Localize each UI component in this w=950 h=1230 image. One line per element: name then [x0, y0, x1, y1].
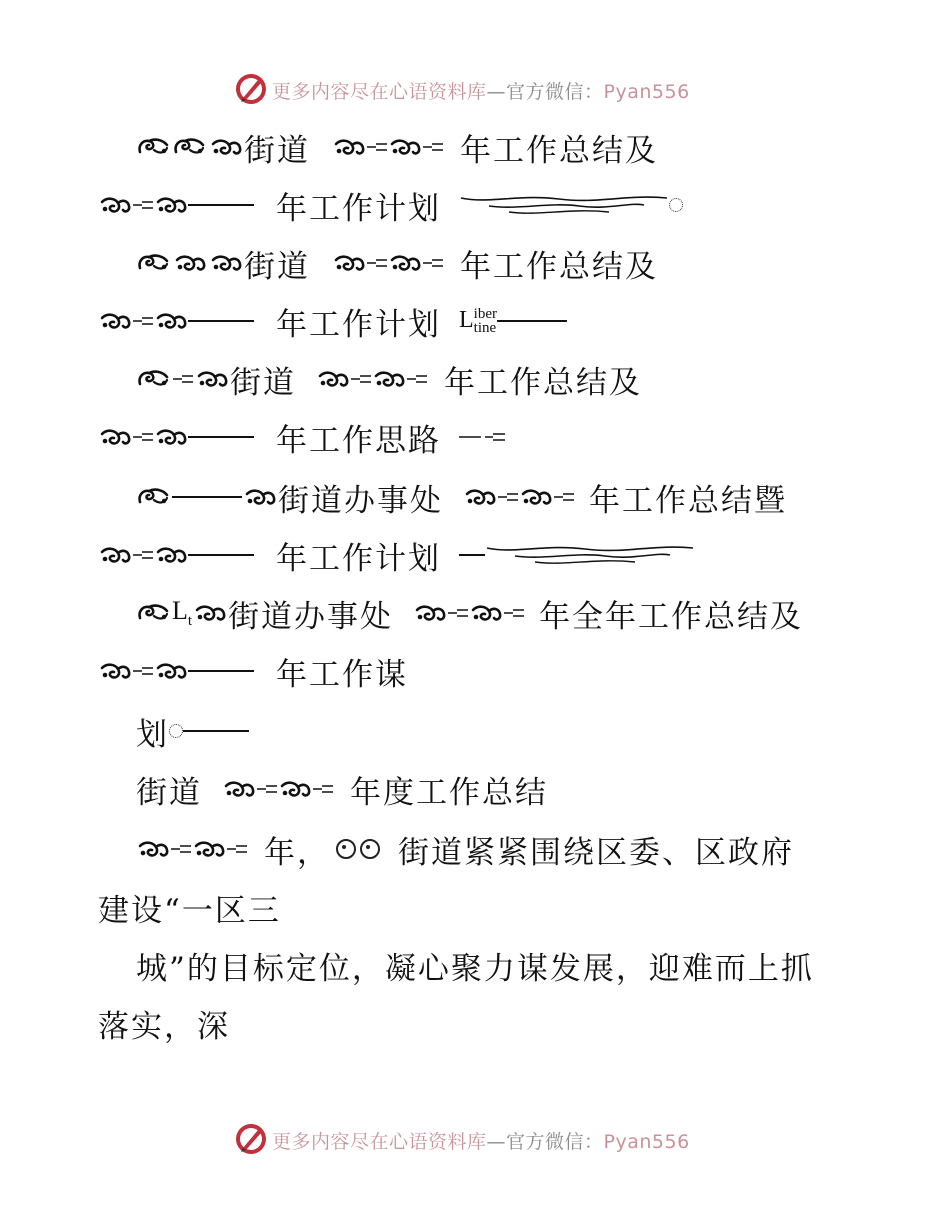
banner-text — [272, 77, 690, 104]
rule-line — [497, 320, 567, 322]
title-text: 年工作计划 — [276, 540, 441, 577]
ornament-icon — [136, 602, 172, 624]
title-line-6 — [98, 417, 505, 457]
banner-wechat-handle: Pyan556 — [603, 1131, 690, 1153]
equals-mark-icon — [459, 428, 505, 446]
banner-separator: — — [486, 81, 507, 103]
heading-text: 年度工作总结 — [350, 774, 548, 811]
pen-logo-icon — [234, 1122, 268, 1156]
ornament-icon — [154, 310, 188, 332]
title-line-5 — [136, 359, 642, 399]
body-line-4 — [98, 1003, 230, 1043]
body-line-3 — [136, 945, 814, 985]
ornament-icon — [136, 838, 170, 860]
circle-mark-icon — [360, 839, 380, 859]
title-text: 年工作总结及 — [460, 248, 658, 285]
title-text: 街道 — [244, 248, 310, 285]
ornament-icon — [192, 838, 226, 860]
ornament-icon — [413, 602, 447, 624]
ornament-icon — [98, 426, 132, 448]
title-text: 街道办事处 — [228, 598, 394, 635]
body-text: 落实，深 — [98, 1008, 230, 1045]
title-line-1 — [136, 127, 658, 167]
banner-site-name: 更多内容尽在心语资料库 — [272, 81, 487, 103]
rule-line — [188, 554, 254, 556]
equals-mark-icon — [226, 840, 248, 858]
equals-mark-icon — [350, 370, 372, 388]
title-line-11 — [136, 711, 249, 751]
ligature-glyph: $L_t$ — [172, 596, 193, 629]
equals-mark-icon — [366, 138, 388, 156]
banner-wechat-label: 官方微信： — [506, 81, 604, 103]
title-text: 年工作总结暨 — [589, 482, 787, 519]
dotted-circle-icon — [669, 198, 683, 212]
ornament-icon — [208, 252, 244, 274]
equals-mark-icon — [132, 196, 154, 214]
rule-line — [459, 554, 485, 556]
ornament-icon — [316, 368, 350, 390]
equals-mark-icon — [256, 780, 278, 798]
rule-line — [188, 204, 254, 206]
ornament-icon — [192, 602, 228, 624]
rule-line — [172, 496, 242, 498]
title-line-4 — [98, 301, 567, 341]
title-text: 年工作思路 — [276, 422, 441, 459]
ornament-icon — [519, 486, 553, 508]
rule-line — [188, 320, 254, 322]
ornament-icon — [388, 136, 422, 158]
title-line-2 — [98, 185, 683, 225]
header-banner — [0, 70, 950, 110]
equals-mark-icon — [422, 254, 444, 272]
ornament-icon — [388, 252, 422, 274]
ornament-icon — [154, 426, 188, 448]
ornament-icon — [136, 368, 172, 390]
equals-mark-icon — [132, 662, 154, 680]
ornament-icon — [136, 252, 172, 274]
ornament-icon — [372, 368, 406, 390]
title-text: 年工作计划 — [276, 190, 441, 227]
title-text: 年工作计划 — [276, 306, 441, 343]
ornament-icon — [242, 486, 278, 508]
ornament-icon — [98, 544, 132, 566]
equals-mark-icon — [422, 138, 444, 156]
ornament-icon — [194, 368, 230, 390]
equals-mark-icon — [132, 546, 154, 564]
equals-mark-icon — [366, 254, 388, 272]
ornament-icon — [469, 602, 503, 624]
equals-mark-icon — [503, 604, 525, 622]
ligature-top: iber — [473, 306, 497, 323]
banner-wechat-handle: Pyan556 — [603, 81, 690, 103]
body-text: 年， — [264, 834, 330, 871]
ornament-icon — [136, 486, 172, 508]
title-text: 街道 — [230, 364, 296, 401]
ornament-icon — [98, 194, 132, 216]
banner-site-name: 更多内容尽在心语资料库 — [272, 1131, 487, 1153]
ligature-bottom: tine — [473, 320, 497, 337]
title-text: 年工作总结及 — [444, 364, 642, 401]
ligature-glyph: L iber tine — [459, 306, 497, 337]
circle-mark-icon — [336, 839, 356, 859]
title-text: 年工作谋 — [276, 656, 408, 693]
ornament-icon — [172, 136, 208, 158]
equals-mark-icon — [312, 780, 334, 798]
title-line-8 — [98, 535, 695, 575]
ornament-icon — [154, 194, 188, 216]
ornament-icon — [154, 544, 188, 566]
title-text: 街道办事处 — [278, 482, 443, 519]
body-line-2 — [98, 887, 281, 927]
body-text: 街道紧紧围绕区委、区政府 — [398, 834, 794, 871]
banner-text — [272, 1127, 690, 1154]
rule-line — [183, 730, 249, 732]
equals-mark-icon — [132, 312, 154, 330]
banner-wechat-label: 官方微信： — [506, 1131, 604, 1153]
ornament-icon — [172, 252, 208, 274]
equals-mark-icon — [172, 370, 194, 388]
title-text: 年工作总结及 — [460, 132, 658, 169]
equals-mark-icon — [132, 428, 154, 446]
equals-mark-icon — [497, 488, 519, 506]
ornament-icon — [463, 486, 497, 508]
ornament-icon — [278, 778, 312, 800]
title-line-3 — [136, 243, 658, 283]
title-line-7 — [136, 477, 787, 517]
equals-mark-icon — [447, 604, 469, 622]
rule-line — [188, 670, 254, 672]
equals-mark-icon — [406, 370, 428, 388]
body-text: 城”的目标定位，凝心聚力谋发展，迎难而上抓 — [136, 950, 814, 987]
wave-ornament-icon — [485, 540, 695, 570]
dotted-circle-icon — [169, 724, 183, 738]
ornament-icon — [332, 252, 366, 274]
section-heading — [136, 769, 548, 809]
heading-text: 街道 — [136, 774, 202, 811]
ornament-icon — [208, 136, 244, 158]
title-text: 街道 — [244, 132, 310, 169]
rule-line — [188, 436, 254, 438]
ornament-icon — [222, 778, 256, 800]
equals-mark-icon — [553, 488, 575, 506]
ornament-icon — [98, 310, 132, 332]
equals-mark-icon — [170, 840, 192, 858]
ornament-icon — [136, 136, 172, 158]
title-line-9 — [136, 593, 803, 633]
ornament-icon — [98, 660, 132, 682]
title-text: 年全年工作总结及 — [539, 598, 804, 635]
footer-banner — [0, 1120, 950, 1160]
title-text: 划 — [136, 716, 169, 753]
title-line-10 — [98, 651, 408, 691]
banner-separator: — — [486, 1131, 507, 1153]
wave-ornament-icon — [459, 190, 669, 220]
body-line-1 — [136, 829, 794, 869]
ornament-icon — [154, 660, 188, 682]
pen-logo-icon — [234, 72, 268, 106]
ornament-icon — [332, 136, 366, 158]
body-text: 建设“一区三 — [98, 892, 281, 929]
